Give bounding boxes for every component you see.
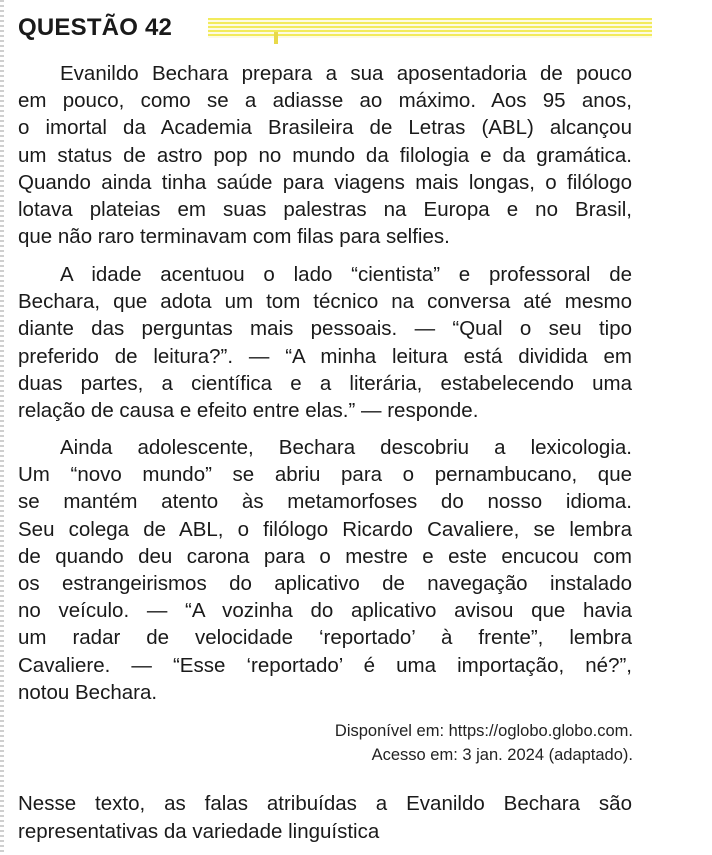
paragraph-line: relação de causa e efeito entre elas.” — responde. bbox=[18, 399, 479, 423]
paragraph-line: duas partes, a científica e a literária, estabelecendo uma bbox=[18, 371, 632, 395]
paragraph-line: A idade acentuou o lado “cientista” e professoral de bbox=[60, 263, 632, 286]
paragraph-line: de quando deu carona para o mestre e este encucou com bbox=[18, 544, 632, 568]
paragraph-line: preferido de leitura?”. — “A minha leitura está dividida em bbox=[18, 344, 632, 368]
paragraph-line: um status de astro pop no mundo da filologia e da gramática. bbox=[18, 143, 632, 167]
page-binding-edge bbox=[0, 0, 4, 855]
paragraph-line: um radar de velocidade ‘reportado’ à frente”, lembra bbox=[18, 626, 632, 650]
paragraph-line: Um “novo mundo” se abriu para o pernambucano, que bbox=[18, 463, 632, 487]
paragraph-2 bbox=[18, 261, 632, 424]
paragraph-line: Cavaliere. — “Esse ‘reportado’ é uma importação, né?”, bbox=[18, 653, 632, 677]
paragraph-line: o imortal da Academia Brasileira de Letras (ABL) alcançou bbox=[18, 116, 632, 140]
paragraph-line: em pouco, como se a adiasse ao máximo. Aos 95 anos, bbox=[18, 89, 632, 113]
question-line: Nesse texto, as falas atribuídas a Evanildo Bechara são bbox=[18, 792, 632, 815]
paragraph-line: diante das perguntas mais pessoais. — “Qual o seu tipo bbox=[18, 317, 632, 341]
paragraph-line: que não raro terminavam com filas para selfies. bbox=[18, 225, 450, 249]
paragraph-line: os estrangeirismos do aplicativo de navegação instalado bbox=[18, 572, 632, 596]
paragraph-line: se mantém atento às metamorfoses do nosso idioma. bbox=[18, 490, 632, 514]
paragraph-1 bbox=[18, 60, 632, 250]
question-header bbox=[18, 12, 638, 46]
paragraph-line: notou Bechara. bbox=[18, 680, 158, 704]
paragraph-line: Ainda adolescente, Bechara descobriu a lexicologia. bbox=[60, 436, 632, 459]
paragraph-line: no veículo. — “A vozinha do aplicativo avisou que havia bbox=[18, 599, 632, 623]
source-access-date: Acesso em: 3 jan. 2024 (adaptado). bbox=[371, 746, 633, 764]
paragraph-line: Bechara, que adota um tom técnico na conversa até mesmo bbox=[18, 290, 632, 314]
header-stripe-mark bbox=[274, 32, 278, 44]
question-line: representativas da variedade linguística bbox=[18, 819, 380, 843]
paragraph-line: Quando ainda tinha saúde para viagens mais longas, o filólogo bbox=[18, 170, 632, 194]
question-stem bbox=[18, 790, 632, 845]
question-title: QUESTÃO 42 bbox=[18, 14, 173, 41]
source-citation bbox=[335, 719, 633, 767]
paragraph-3 bbox=[18, 434, 632, 706]
source-url: Disponível em: https://oglobo.globo.com. bbox=[334, 722, 633, 740]
paragraph-line: Evanildo Bechara prepara a sua aposentadoria de pouco bbox=[60, 62, 632, 85]
paragraph-line: Seu colega de ABL, o filólogo Ricardo Cavaliere, se lembra bbox=[18, 517, 632, 541]
paragraph-line: lotava plateias em suas palestras na Europa e no Brasil, bbox=[18, 198, 632, 222]
